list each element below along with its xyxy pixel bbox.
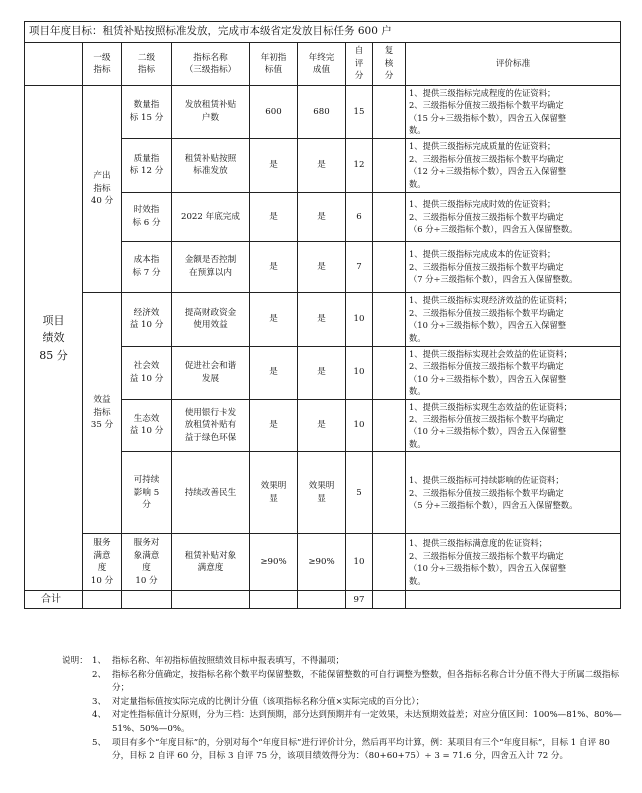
review-score-cell	[373, 292, 406, 346]
note-item	[62, 655, 622, 669]
note-number: 5、	[92, 737, 107, 748]
self-score-cell: 12	[346, 138, 373, 192]
total-review-score	[373, 591, 406, 609]
header-row	[25, 43, 621, 86]
level2-cell: 成本指 标 7 分	[122, 241, 172, 292]
self-score-cell: 5	[346, 452, 373, 534]
header-self-score: 自 评 分	[346, 43, 373, 86]
header-final: 年终完 成值	[298, 43, 346, 86]
header-level1: 一级 指标	[83, 43, 122, 86]
level2-cell: 经济效 益 10 分	[122, 292, 172, 346]
header-criteria: 评价标准	[406, 43, 621, 86]
note-text: 指标名称分值确定，按指标名称个数平均保留整数，不能保留整数的可自行调整为整数，但各指标名称合计分值不得大于所属二级指标分；	[112, 669, 620, 694]
initial-value-cell: 是	[250, 399, 298, 452]
initial-value-cell: ≥90%	[250, 534, 298, 591]
notes-indent	[62, 709, 92, 736]
indicator-name-cell: 金额是否控制 在预算以内	[172, 241, 250, 292]
criteria-cell: 1、提供三级指标实现生态效益的佐证资料； 2、三级指标分值按三级指标个数平均确定 （10 分÷三级指标个数），四舍五入保留整 数。	[406, 399, 621, 452]
note-item	[62, 696, 622, 710]
indicator-name-cell: 发放租赁补贴 户数	[172, 86, 250, 139]
notes-indent	[62, 669, 92, 696]
group-label: 项目 绩效 85 分	[25, 86, 83, 591]
total-criteria	[406, 591, 621, 609]
criteria-cell: 1、提供三级指标完成时效的佐证资料； 2、三级指标分值按三级指标个数平均确定 （6 分÷三级指标个数），四舍五入保留整数。	[406, 192, 621, 241]
self-score-cell: 15	[346, 86, 373, 139]
total-self-score: 97	[346, 591, 373, 609]
notes	[62, 655, 622, 764]
level2-cell: 质量指 标 12 分	[122, 138, 172, 192]
indicator-name-cell: 2022 年底完成	[172, 192, 250, 241]
total-label: 合计	[25, 591, 83, 609]
indicator-name-cell: 使用银行卡发 放租赁补贴有 益于绿色环保	[172, 399, 250, 452]
review-score-cell	[373, 399, 406, 452]
criteria-cell: 1、提供三级指标完成成本的佐证资料； 2、三级指标分值按三级指标个数平均确定 （7 分÷三级指标个数），四舍五入保留整数。	[406, 241, 621, 292]
project-annual-goal: 项目年度目标：租赁补贴按照标准发放，完成市本级省定发放目标任务 600 户	[25, 22, 621, 43]
level2-cell: 时效指 标 6 分	[122, 192, 172, 241]
initial-value-cell: 效果明 显	[250, 452, 298, 534]
review-score-cell	[373, 192, 406, 241]
total-empty-cell	[250, 591, 298, 609]
initial-value-cell: 是	[250, 292, 298, 346]
final-value-cell: 是	[298, 241, 346, 292]
indicator-name-cell: 促进社会和谐 发展	[172, 346, 250, 399]
table-row	[25, 292, 621, 346]
criteria-cell: 1、提供三级指标完成质量的佐证资料； 2、三级指标分值按三级指标个数平均确定 （12 分÷三级指标个数），四舍五入保留整 数。	[406, 138, 621, 192]
note-text: 项目有多个“年度目标”的，分别对每个“年度目标”进行评价计分，然后再平均计算，例：某项目有三个“年度目标”，目标 1 自评 80 分，目标 2 自评 60 分，目标 3 自评 75 分，该项目绩效得分为：（80+60+75）÷ 3 = 71.6 分，四舍五入计 72 分。	[112, 737, 610, 762]
initial-value-cell: 是	[250, 192, 298, 241]
review-score-cell	[373, 346, 406, 399]
final-value-cell: 是	[298, 292, 346, 346]
performance-table	[24, 21, 621, 609]
header-initial: 年初指 标值	[250, 43, 298, 86]
table-row	[25, 534, 621, 591]
notes-lead: 说明：	[62, 656, 88, 666]
self-score-cell: 10	[346, 399, 373, 452]
note-number: 1、	[92, 656, 107, 666]
criteria-cell: 1、提供三级指标完成程度的佐证资料； 2、三级指标分值按三级指标个数平均确定 （15 分÷三级指标个数），四舍五入保留整 数。	[406, 86, 621, 139]
criteria-cell: 1、提供三级指标满意度的佐证资料； 2、三级指标分值按三级指标个数平均确定 （10 分÷三级指标个数），四舍五入保留整 数。	[406, 534, 621, 591]
indicator-name-cell: 租赁补贴按照 标准发放	[172, 138, 250, 192]
initial-value-cell: 是	[250, 346, 298, 399]
review-score-cell	[373, 534, 406, 591]
final-value-cell: 680	[298, 86, 346, 139]
self-score-cell: 10	[346, 346, 373, 399]
note-item	[62, 709, 622, 736]
review-score-cell	[373, 138, 406, 192]
category-output: 产出 指标 40 分	[83, 86, 122, 293]
note-item	[62, 669, 622, 696]
indicator-name-cell: 提高财政资金 使用效益	[172, 292, 250, 346]
final-value-cell: 效果明 显	[298, 452, 346, 534]
review-score-cell	[373, 452, 406, 534]
note-number: 4、	[92, 710, 107, 721]
total-row	[25, 591, 621, 609]
level2-cell: 生态效 益 10 分	[122, 399, 172, 452]
notes-indent	[62, 696, 92, 710]
self-score-cell: 10	[346, 534, 373, 591]
criteria-cell: 1、提供三级指标实现社会效益的佐证资料； 2、三级指标分值按三级指标个数平均确定 （10 分÷三级指标个数），四舍五入保留整 数。	[406, 346, 621, 399]
review-score-cell	[373, 86, 406, 139]
level2-cell: 服务对 象满意 度 10 分	[122, 534, 172, 591]
indicator-name-cell: 持续改善民生	[172, 452, 250, 534]
self-score-cell: 10	[346, 292, 373, 346]
header-spacer	[25, 43, 83, 86]
initial-value-cell: 600	[250, 86, 298, 139]
total-empty-cell	[298, 591, 346, 609]
note-number: 2、	[92, 669, 107, 680]
self-score-cell: 7	[346, 241, 373, 292]
category-satisfaction: 服务 满意 度 10 分	[83, 534, 122, 591]
total-empty-cell	[122, 591, 172, 609]
criteria-cell: 1、提供三级指标可持续影响的佐证资料； 2、三级指标分值按三级指标个数平均确定 （5 分÷三级指标个数），四舍五入保留整数。	[406, 452, 621, 534]
notes-indent	[62, 737, 92, 764]
table-row	[25, 86, 621, 139]
final-value-cell: 是	[298, 346, 346, 399]
header-review-score: 复 核 分	[373, 43, 406, 86]
initial-value-cell: 是	[250, 138, 298, 192]
final-value-cell: 是	[298, 399, 346, 452]
note-text: 对定量指标值按实际完成的比例计分值（该项指标名称分值×实际完成的百分比）；	[112, 696, 425, 707]
indicator-name-cell: 租赁补贴对象 满意度	[172, 534, 250, 591]
final-value-cell: ≥90%	[298, 534, 346, 591]
total-empty-cell	[172, 591, 250, 609]
note-item	[62, 737, 622, 764]
level2-cell: 数量指 标 15 分	[122, 86, 172, 139]
review-score-cell	[373, 241, 406, 292]
category-benefit: 效益 指标 35 分	[83, 292, 122, 534]
note-text: 对定性指标值计分原则，分为三档：达到预期，部分达到预期并有一定效果，未达预期效益差；对应分值区间：100%—81%、80%—51%、50%—0%。	[112, 710, 622, 734]
total-empty-cell	[83, 591, 122, 609]
header-level2: 二级 指标	[122, 43, 172, 86]
criteria-cell: 1、提供三级指标实现经济效益的佐证资料； 2、三级指标分值按三级指标个数平均确定 （10 分÷三级指标个数），四舍五入保留整 数。	[406, 292, 621, 346]
initial-value-cell: 是	[250, 241, 298, 292]
header-name: 指标名称 （三级指标）	[172, 43, 250, 86]
final-value-cell: 是	[298, 138, 346, 192]
final-value-cell: 是	[298, 192, 346, 241]
level2-cell: 可持续 影响 5 分	[122, 452, 172, 534]
self-score-cell: 6	[346, 192, 373, 241]
note-number: 3、	[92, 696, 107, 707]
level2-cell: 社会效 益 10 分	[122, 346, 172, 399]
note-text: 指标名称、年初指标值按照绩效目标申报表填写，不得漏项；	[112, 656, 345, 666]
